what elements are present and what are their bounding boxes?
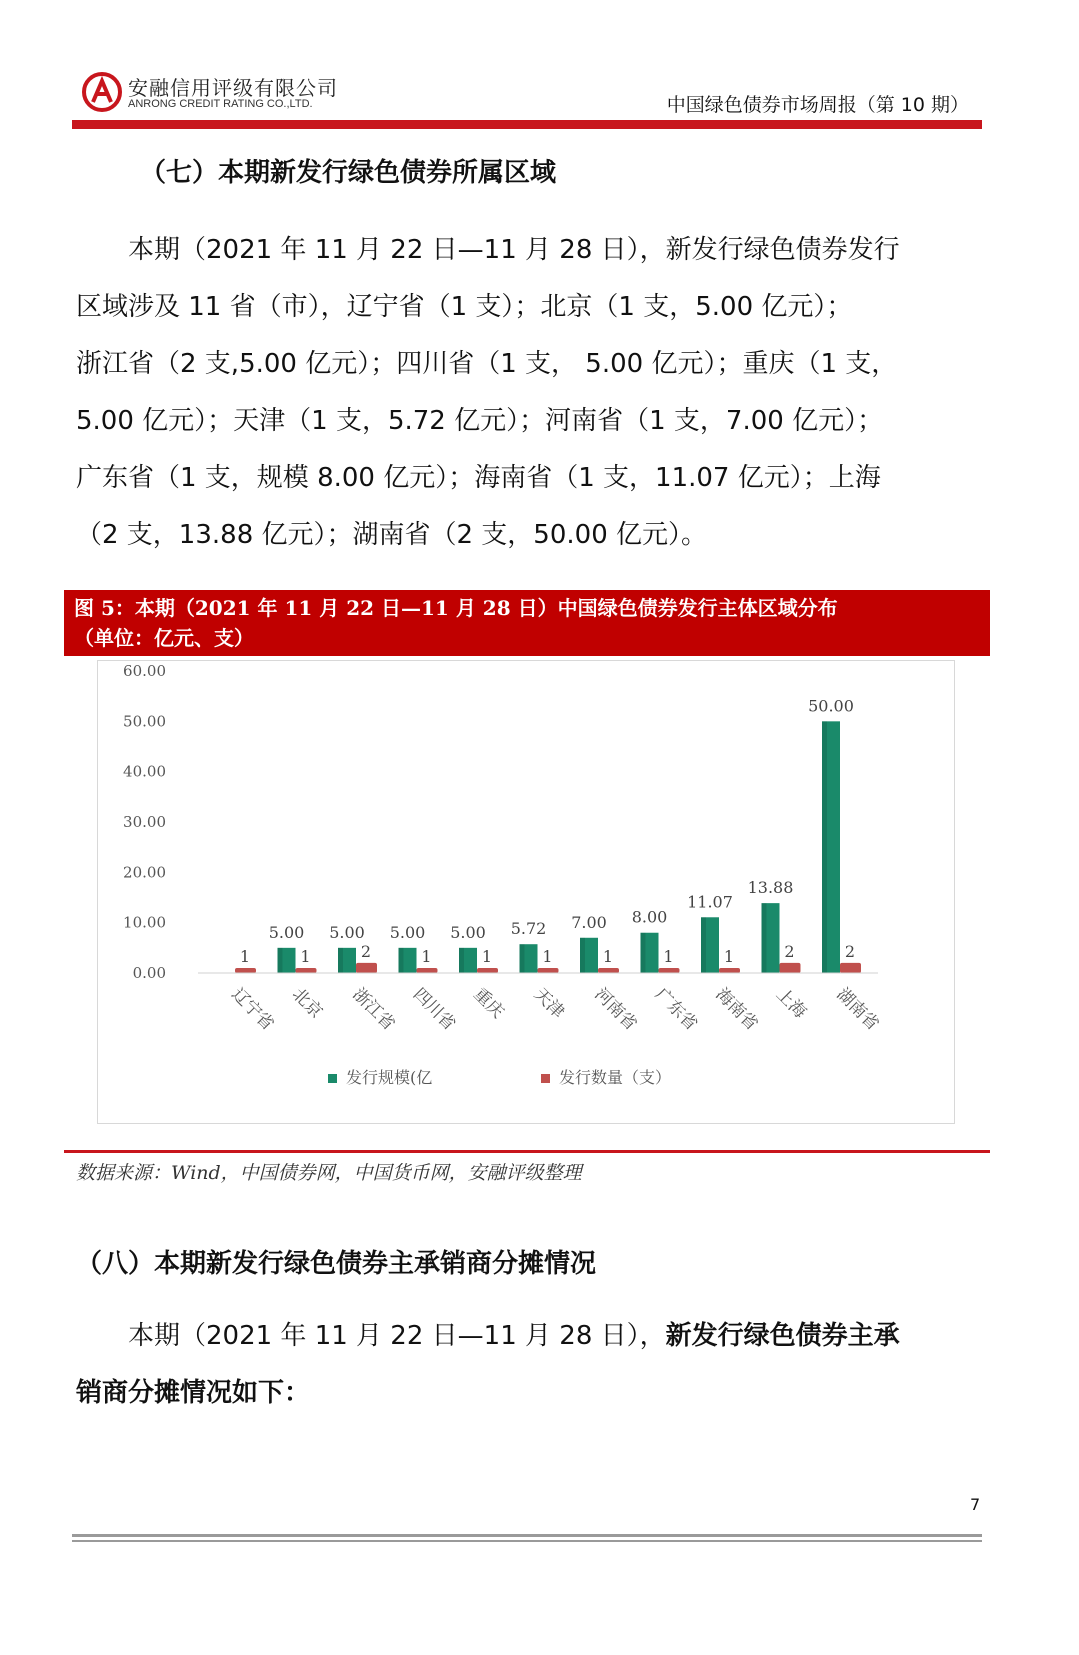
data-label-scale: 50.00 <box>808 696 854 716</box>
y-tick-label: 20.00 <box>123 863 166 882</box>
paragraph-line: 广东省（1 支，规模 8.00 亿元）；海南省（1 支，11.07 亿元）；上海 <box>76 463 881 493</box>
data-label-count: 1 <box>663 946 674 966</box>
x-tick-label: 海南省 <box>711 984 762 1035</box>
section-8-paragraph <box>76 1308 900 1422</box>
data-label-count: 1 <box>542 946 553 966</box>
bar-shade <box>762 903 767 973</box>
bar-chart <box>98 661 954 1123</box>
bar-issue-count <box>417 968 438 973</box>
chart-container <box>97 660 955 1124</box>
x-tick-label: 浙江省 <box>348 984 399 1035</box>
section-7-paragraph <box>76 222 900 564</box>
company-name-cn: 安融信用评级有限公司 <box>128 76 338 100</box>
data-label-count: 2 <box>360 941 372 961</box>
legend-label: 发行规模(亿 <box>346 1068 433 1087</box>
footer-divider <box>72 1534 982 1537</box>
bar-shade <box>520 944 525 973</box>
paragraph-line: 区域涉及 11 省（市），辽宁省（1 支）；北京（1 支，5.00 亿元）； <box>76 292 853 322</box>
company-logo-icon <box>82 72 122 112</box>
data-label-scale: 8.00 <box>631 907 668 927</box>
section-8-heading: （八）本期新发行绿色债券主承销商分摊情况 <box>76 1249 597 1279</box>
bar-shade <box>459 948 464 973</box>
y-tick-label: 10.00 <box>123 913 166 932</box>
bar-shade <box>580 938 585 973</box>
page-number: 7 <box>970 1495 981 1514</box>
data-label-scale: 5.00 <box>329 922 365 942</box>
bar-issue-count <box>598 968 619 973</box>
bar-shade <box>701 917 706 973</box>
bar-issue-count <box>719 968 740 973</box>
bar-issue-count <box>538 968 559 973</box>
data-label-scale: 11.07 <box>687 892 733 912</box>
data-label-scale: 5.00 <box>268 922 305 942</box>
x-tick-label: 河南省 <box>590 984 641 1035</box>
bar-issue-count <box>840 963 861 973</box>
paragraph-bold-text: 销商分摊情况如下： <box>76 1378 311 1408</box>
section-7-heading: （七）本期新发行绿色债券所属区域 <box>140 158 557 188</box>
company-name-en: ANRONG CREDIT RATING CO.,LTD. <box>128 98 313 110</box>
data-label-scale: 5.00 <box>450 922 486 942</box>
data-label-scale: 5.72 <box>510 919 547 939</box>
paragraph-line: 浙江省（2 支,5.00 亿元）；四川省（1 支， 5.00 亿元）；重庆（1 支， <box>76 349 898 379</box>
paragraph-line: （2 支，13.88 亿元）；湖南省（2 支，50.00 亿元）。 <box>76 520 708 550</box>
y-tick-label: 50.00 <box>123 712 166 731</box>
data-label-scale: 13.88 <box>747 878 794 898</box>
data-label-scale: 5.00 <box>389 922 426 942</box>
data-source-note: 数据来源：Wind，中国债券网，中国货币网，安融评级整理 <box>76 1162 582 1184</box>
data-label-count: 1 <box>421 946 432 966</box>
legend-label: 发行数量（支） <box>559 1068 672 1087</box>
source-divider <box>64 1150 990 1153</box>
data-label-count: 1 <box>300 946 311 966</box>
y-tick-label: 40.00 <box>123 762 166 781</box>
x-tick-label: 天津 <box>529 984 569 1023</box>
bar-shade <box>641 933 646 973</box>
bar-shade <box>822 721 827 973</box>
legend-swatch <box>328 1074 337 1083</box>
data-label-count: 1 <box>602 946 614 966</box>
x-tick-label: 上海 <box>771 984 811 1023</box>
paragraph-line: 本期（2021 年 11 月 22 日—11 月 28 日），新发行绿色债券发行 <box>76 235 900 265</box>
paragraph-text: 本期（2021 年 11 月 22 日—11 月 28 日）， <box>76 1321 666 1351</box>
x-tick-label: 北京 <box>287 984 327 1023</box>
x-tick-label: 广东省 <box>650 984 702 1035</box>
data-label-scale: 7.00 <box>571 912 607 932</box>
data-label-count: 2 <box>784 941 795 961</box>
x-tick-label: 重庆 <box>469 984 508 1023</box>
bar-shade <box>399 948 404 973</box>
x-tick-label: 辽宁省 <box>227 984 278 1035</box>
figure-caption-line-2: （单位：亿元、支） <box>74 626 254 650</box>
data-label-count: 1 <box>239 946 251 966</box>
bar-shade <box>338 948 343 973</box>
footer-divider <box>72 1540 982 1542</box>
x-tick-label: 四川省 <box>408 984 460 1035</box>
paragraph-line <box>76 1308 900 1365</box>
report-title: 中国绿色债券市场周报（第 10 期） <box>666 94 969 116</box>
y-tick-label: 60.00 <box>123 662 166 680</box>
data-label-count: 2 <box>844 941 856 961</box>
bar-issue-count <box>659 968 680 973</box>
figure-caption-line-1: 图 5：本期（2021 年 11 月 22 日—11 月 28 日）中国绿色债券发行主体区域分布 <box>74 596 838 620</box>
bar-issue-count <box>477 968 498 973</box>
paragraph-line <box>76 1365 900 1422</box>
header-divider <box>72 120 982 129</box>
data-label-count: 1 <box>723 946 735 966</box>
x-tick-label: 湖南省 <box>832 984 883 1035</box>
bar-issue-count <box>235 968 256 973</box>
legend-swatch <box>541 1074 550 1083</box>
paragraph-bold-text: 新发行绿色债券主承 <box>665 1321 900 1351</box>
bar-shade <box>278 948 283 973</box>
paragraph-line: 5.00 亿元）；天津（1 支，5.72 亿元）；河南省（1 支，7.00 亿元）； <box>76 406 884 436</box>
y-tick-label: 30.00 <box>123 813 166 831</box>
bar-issue-count <box>296 968 317 973</box>
bar-issue-count <box>780 963 801 973</box>
data-label-count: 1 <box>481 946 493 966</box>
bar-issue-count <box>356 963 377 973</box>
figure-caption <box>64 590 990 656</box>
y-tick-label: 0.00 <box>132 964 166 982</box>
